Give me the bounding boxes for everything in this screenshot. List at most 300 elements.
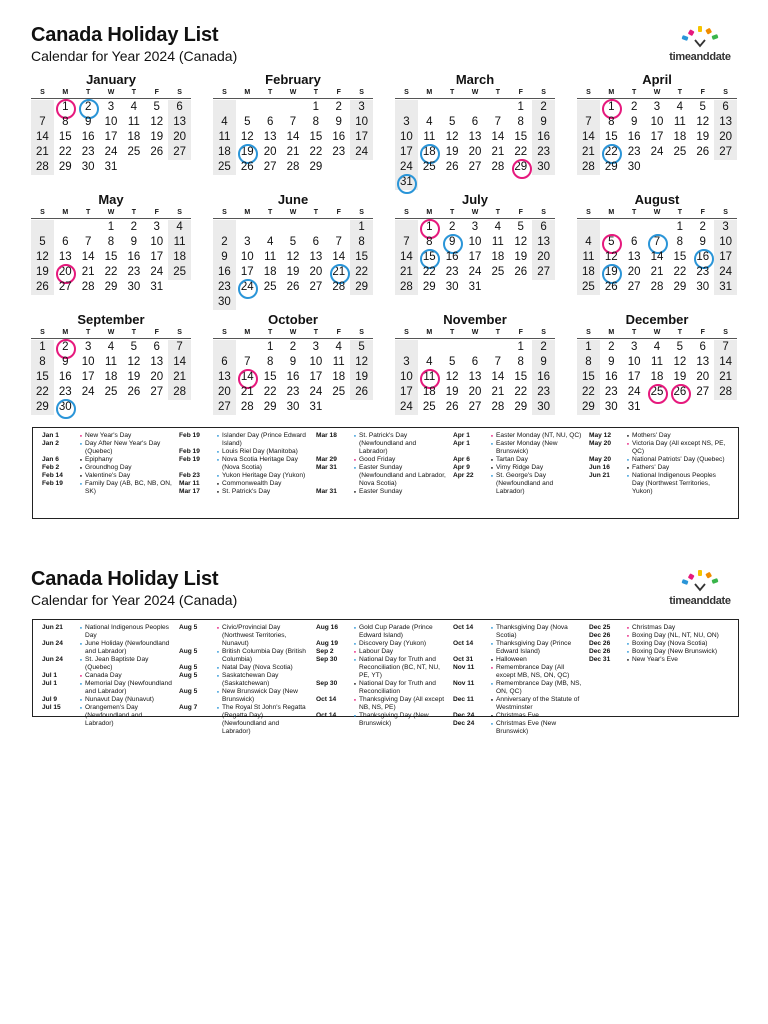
day-cell[interactable]: 8 — [312, 116, 320, 128]
day-cell[interactable]: 10 — [395, 370, 418, 385]
day-cell[interactable]: 15 — [673, 251, 687, 263]
day-cell[interactable]: 9 — [699, 236, 706, 248]
day-cell[interactable]: 11 — [127, 116, 140, 128]
day-cell[interactable]: 15 — [309, 131, 323, 143]
day-cell[interactable]: 29 — [577, 400, 600, 415]
day-cell[interactable]: 22 — [58, 146, 72, 158]
day-cell[interactable]: 12 — [604, 251, 618, 263]
day-cell[interactable]: 4 — [426, 116, 433, 128]
day-cell[interactable]: 10 — [468, 236, 482, 248]
day-cell[interactable]: 17 — [395, 385, 418, 400]
day-cell[interactable]: 7 — [84, 236, 92, 248]
day-cell[interactable]: 5 — [31, 235, 54, 250]
day-cell[interactable]: 13 — [468, 131, 482, 143]
day-cell[interactable]: 2 — [54, 340, 77, 355]
day-cell[interactable]: 28 — [395, 280, 418, 295]
day-cell[interactable]: 14 — [31, 130, 54, 145]
day-cell[interactable]: 10 — [650, 116, 664, 128]
day-cell[interactable]: 7 — [244, 356, 251, 368]
day-cell[interactable]: 3 — [395, 115, 418, 130]
day-cell[interactable]: 27 — [150, 386, 164, 398]
day-cell[interactable]: 7 — [646, 235, 669, 250]
day-cell[interactable]: 6 — [153, 341, 160, 353]
day-cell[interactable]: 22 — [673, 266, 687, 278]
day-cell[interactable]: 10 — [240, 251, 254, 263]
day-cell[interactable]: 27 — [263, 161, 277, 173]
timeanddate-logo-2[interactable] — [668, 570, 732, 610]
day-cell[interactable]: 17 — [395, 145, 418, 160]
day-cell[interactable]: 31 — [395, 175, 418, 190]
day-cell[interactable]: 23 — [81, 146, 95, 158]
day-cell[interactable]: 11 — [577, 250, 600, 265]
day-cell[interactable]: 26 — [240, 161, 254, 173]
day-cell[interactable]: 22 — [263, 386, 277, 398]
day-cell[interactable]: 30 — [532, 400, 555, 415]
day-cell[interactable]: 2 — [630, 101, 638, 113]
day-cell[interactable]: 19 — [696, 131, 710, 143]
day-cell[interactable]: 12 — [514, 236, 528, 248]
day-cell[interactable]: 27 — [714, 145, 737, 160]
day-cell[interactable]: 23 — [604, 386, 618, 398]
day-cell[interactable]: 3 — [653, 101, 661, 113]
day-cell[interactable]: 20 — [468, 386, 482, 398]
day-cell[interactable]: 16 — [532, 130, 555, 145]
day-cell[interactable]: 16 — [604, 371, 618, 383]
day-cell[interactable]: 5 — [244, 116, 251, 128]
day-cell[interactable]: 22 — [514, 146, 528, 158]
day-cell[interactable]: 20 — [714, 130, 737, 145]
day-cell[interactable]: 19 — [350, 370, 373, 385]
day-cell[interactable]: 16 — [127, 251, 141, 263]
day-cell[interactable]: 27 — [468, 161, 482, 173]
day-cell[interactable]: 14 — [168, 355, 191, 370]
day-cell[interactable]: 6 — [213, 355, 236, 370]
day-cell[interactable]: 27 — [168, 145, 191, 160]
day-cell[interactable]: 4 — [426, 356, 433, 368]
day-cell[interactable]: 3 — [630, 341, 638, 353]
day-cell[interactable]: 7 — [494, 116, 502, 128]
day-cell[interactable]: 14 — [332, 251, 346, 263]
day-cell[interactable]: 28 — [332, 281, 346, 293]
day-cell[interactable]: 28 — [491, 161, 505, 173]
day-cell[interactable]: 7 — [395, 235, 418, 250]
day-cell[interactable]: 29 — [350, 280, 373, 295]
day-cell[interactable]: 22 — [350, 265, 373, 280]
day-cell[interactable]: 21 — [650, 266, 664, 278]
day-cell[interactable]: 4 — [266, 236, 274, 248]
day-cell[interactable]: 21 — [286, 146, 300, 158]
day-cell[interactable]: 18 — [213, 145, 236, 160]
day-cell[interactable]: 25 — [127, 146, 141, 158]
day-cell[interactable]: 26 — [350, 385, 373, 400]
day-cell[interactable]: 28 — [577, 160, 600, 175]
day-cell[interactable]: 8 — [676, 236, 684, 248]
day-cell[interactable]: 31 — [714, 280, 737, 295]
day-cell[interactable]: 21 — [81, 266, 95, 278]
day-cell[interactable]: 11 — [168, 235, 191, 250]
day-cell[interactable]: 1 — [107, 221, 115, 233]
day-cell[interactable]: 14 — [81, 251, 95, 263]
day-cell[interactable]: 26 — [604, 281, 618, 293]
day-cell[interactable]: 1 — [676, 221, 684, 233]
day-cell[interactable]: 13 — [263, 131, 277, 143]
day-cell[interactable]: 24 — [236, 280, 259, 295]
day-cell[interactable]: 5 — [448, 356, 456, 368]
day-cell[interactable]: 12 — [673, 356, 687, 368]
day-cell[interactable]: 18 — [650, 371, 664, 383]
day-cell[interactable]: 4 — [653, 341, 661, 353]
day-cell[interactable]: 5 — [153, 101, 160, 113]
day-cell[interactable]: 17 — [150, 251, 164, 263]
day-cell[interactable]: 20 — [168, 130, 191, 145]
day-cell[interactable]: 1 — [31, 340, 54, 355]
day-cell[interactable]: 1 — [54, 100, 77, 115]
day-cell[interactable]: 25 — [168, 265, 191, 280]
day-cell[interactable]: 28 — [491, 401, 505, 413]
day-cell[interactable]: 18 — [418, 145, 441, 160]
day-cell[interactable]: 15 — [58, 131, 72, 143]
day-cell[interactable]: 14 — [491, 371, 505, 383]
day-cell[interactable]: 8 — [426, 236, 433, 248]
day-cell[interactable]: 15 — [104, 251, 118, 263]
day-cell[interactable]: 6 — [630, 236, 638, 248]
day-cell[interactable]: 18 — [577, 265, 600, 280]
day-cell[interactable]: 12 — [445, 371, 459, 383]
day-cell[interactable]: 23 — [286, 386, 300, 398]
day-cell[interactable]: 1 — [312, 101, 320, 113]
day-cell[interactable]: 28 — [286, 161, 300, 173]
day-cell[interactable]: 17 — [650, 131, 664, 143]
day-cell[interactable]: 23 — [696, 266, 710, 278]
day-cell[interactable]: 31 — [627, 401, 641, 413]
day-cell[interactable]: 13 — [696, 356, 710, 368]
day-cell[interactable]: 1 — [517, 101, 524, 113]
day-cell[interactable]: 14 — [714, 355, 737, 370]
day-cell[interactable]: 29 — [31, 400, 54, 415]
day-cell[interactable]: 30 — [286, 401, 300, 413]
day-cell[interactable]: 7 — [714, 340, 737, 355]
day-cell[interactable]: 8 — [577, 355, 600, 370]
day-cell[interactable]: 21 — [240, 386, 254, 398]
day-cell[interactable]: 31 — [468, 281, 482, 293]
day-cell[interactable]: 3 — [471, 221, 479, 233]
day-cell[interactable]: 13 — [714, 115, 737, 130]
day-cell[interactable]: 16 — [445, 251, 459, 263]
day-cell[interactable]: 19 — [514, 251, 528, 263]
day-cell[interactable]: 12 — [150, 116, 164, 128]
day-cell[interactable]: 29 — [104, 281, 118, 293]
day-cell[interactable]: 30 — [213, 295, 236, 310]
day-cell[interactable]: 15 — [418, 250, 441, 265]
day-cell[interactable]: 11 — [423, 131, 436, 143]
day-cell[interactable]: 4 — [107, 341, 115, 353]
day-cell[interactable]: 24 — [395, 400, 418, 415]
day-cell[interactable]: 17 — [350, 130, 373, 145]
day-cell[interactable]: 2 — [335, 101, 342, 113]
day-cell[interactable]: 16 — [58, 371, 72, 383]
day-cell[interactable]: 26 — [150, 146, 164, 158]
day-cell[interactable]: 21 — [327, 265, 350, 280]
day-cell[interactable]: 27 — [309, 281, 323, 293]
day-cell[interactable]: 19 — [445, 146, 459, 158]
day-cell[interactable]: 2 — [448, 221, 456, 233]
day-cell[interactable]: 2 — [532, 340, 555, 355]
day-cell[interactable]: 24 — [395, 160, 418, 175]
day-cell[interactable]: 8 — [31, 355, 54, 370]
day-cell[interactable]: 8 — [107, 236, 115, 248]
day-cell[interactable]: 2 — [289, 341, 297, 353]
day-cell[interactable]: 30 — [627, 161, 641, 173]
day-cell[interactable]: 2 — [213, 235, 236, 250]
day-cell[interactable]: 15 — [514, 131, 528, 143]
day-cell[interactable]: 24 — [714, 265, 737, 280]
day-cell[interactable]: 16 — [332, 131, 346, 143]
day-cell[interactable]: 12 — [127, 356, 141, 368]
day-cell[interactable]: 26 — [127, 386, 141, 398]
day-cell[interactable]: 1 — [517, 341, 524, 353]
day-cell[interactable]: 19 — [286, 266, 300, 278]
day-cell[interactable]: 28 — [650, 281, 664, 293]
day-cell[interactable]: 6 — [471, 116, 479, 128]
day-cell[interactable]: 8 — [350, 235, 373, 250]
day-cell[interactable]: 13 — [309, 251, 323, 263]
day-cell[interactable]: 13 — [213, 370, 236, 385]
day-cell[interactable]: 6 — [471, 356, 479, 368]
day-cell[interactable]: 29 — [58, 161, 72, 173]
day-cell[interactable]: 19 — [31, 265, 54, 280]
day-cell[interactable]: 18 — [127, 131, 141, 143]
day-cell[interactable]: 23 — [213, 280, 236, 295]
day-cell[interactable]: 30 — [81, 161, 95, 173]
day-cell[interactable]: 29 — [514, 401, 528, 413]
day-cell[interactable]: 17 — [81, 371, 95, 383]
day-cell[interactable]: 22 — [422, 266, 436, 278]
day-cell[interactable]: 5 — [699, 101, 706, 113]
day-cell[interactable]: 20 — [627, 266, 641, 278]
day-cell[interactable]: 28 — [714, 385, 737, 400]
day-cell[interactable]: 9 — [130, 236, 138, 248]
day-cell[interactable]: 25 — [646, 385, 669, 400]
day-cell[interactable]: 22 — [31, 385, 54, 400]
day-cell[interactable]: 17 — [627, 371, 641, 383]
day-cell[interactable]: 26 — [31, 280, 54, 295]
day-cell[interactable]: 16 — [532, 370, 555, 385]
day-cell[interactable]: 20 — [263, 146, 277, 158]
day-cell[interactable]: 25 — [422, 401, 436, 413]
day-cell[interactable]: 24 — [309, 386, 323, 398]
day-cell[interactable]: 2 — [130, 221, 138, 233]
day-cell[interactable]: 3 — [395, 355, 418, 370]
day-cell[interactable]: 4 — [577, 235, 600, 250]
day-cell[interactable]: 27 — [213, 400, 236, 415]
day-cell[interactable]: 12 — [350, 355, 373, 370]
day-cell[interactable]: 26 — [445, 401, 459, 413]
day-cell[interactable]: 14 — [236, 370, 259, 385]
day-cell[interactable]: 3 — [350, 100, 373, 115]
day-cell[interactable]: 7 — [31, 115, 54, 130]
day-cell[interactable]: 7 — [289, 116, 297, 128]
day-cell[interactable]: 13 — [150, 356, 164, 368]
day-cell[interactable]: 11 — [332, 356, 345, 368]
day-cell[interactable]: 24 — [627, 386, 641, 398]
day-cell[interactable]: 2 — [532, 100, 555, 115]
timeanddate-logo[interactable] — [668, 26, 732, 66]
day-cell[interactable]: 20 — [213, 385, 236, 400]
day-cell[interactable]: 9 — [335, 116, 342, 128]
day-cell[interactable]: 31 — [104, 161, 118, 173]
day-cell[interactable]: 18 — [263, 266, 277, 278]
day-cell[interactable]: 24 — [150, 266, 164, 278]
day-cell[interactable]: 11 — [651, 356, 663, 368]
day-cell[interactable]: 15 — [604, 131, 618, 143]
day-cell[interactable]: 27 — [627, 281, 641, 293]
day-cell[interactable]: 17 — [309, 371, 323, 383]
day-cell[interactable]: 1 — [350, 220, 373, 235]
day-cell[interactable]: 16 — [81, 131, 95, 143]
day-cell[interactable]: 7 — [494, 356, 502, 368]
day-cell[interactable]: 10 — [714, 235, 737, 250]
day-cell[interactable]: 8 — [517, 116, 524, 128]
day-cell[interactable]: 5 — [289, 236, 297, 248]
day-cell[interactable]: 25 — [577, 280, 600, 295]
day-cell[interactable]: 20 — [309, 266, 323, 278]
day-cell[interactable]: 4 — [130, 101, 138, 113]
day-cell[interactable]: 17 — [468, 251, 482, 263]
day-cell[interactable]: 17 — [104, 131, 118, 143]
day-cell[interactable]: 4 — [168, 220, 191, 235]
day-cell[interactable]: 19 — [236, 145, 259, 160]
day-cell[interactable]: 28 — [81, 281, 95, 293]
day-cell[interactable]: 29 — [604, 161, 618, 173]
day-cell[interactable]: 6 — [312, 236, 320, 248]
day-cell[interactable]: 3 — [153, 221, 160, 233]
day-cell[interactable]: 1 — [600, 100, 623, 115]
day-cell[interactable]: 30 — [445, 281, 459, 293]
day-cell[interactable]: 29 — [263, 401, 277, 413]
day-cell[interactable]: 23 — [627, 146, 641, 158]
day-cell[interactable]: 5 — [448, 116, 456, 128]
day-cell[interactable]: 17 — [714, 250, 737, 265]
day-cell[interactable]: 2 — [77, 100, 100, 115]
day-cell[interactable]: 27 — [696, 386, 710, 398]
day-cell[interactable]: 25 — [673, 146, 687, 158]
day-cell[interactable]: 6 — [714, 100, 737, 115]
day-cell[interactable]: 19 — [600, 265, 623, 280]
day-cell[interactable]: 19 — [445, 386, 459, 398]
day-cell[interactable]: 18 — [104, 371, 118, 383]
day-cell[interactable]: 3 — [107, 101, 115, 113]
day-cell[interactable]: 15 — [514, 371, 528, 383]
day-cell[interactable]: 24 — [104, 146, 118, 158]
day-cell[interactable]: 1 — [266, 341, 274, 353]
day-cell[interactable]: 24 — [350, 145, 373, 160]
day-cell[interactable]: 26 — [668, 385, 691, 400]
day-cell[interactable]: 10 — [81, 356, 95, 368]
day-cell[interactable]: 5 — [130, 341, 138, 353]
day-cell[interactable]: 5 — [517, 221, 524, 233]
day-cell[interactable]: 29 — [309, 161, 323, 173]
day-cell[interactable]: 13 — [627, 251, 641, 263]
day-cell[interactable]: 26 — [445, 161, 459, 173]
day-cell[interactable]: 16 — [691, 250, 714, 265]
day-cell[interactable]: 21 — [31, 145, 54, 160]
day-cell[interactable]: 23 — [532, 145, 555, 160]
day-cell[interactable]: 14 — [577, 130, 600, 145]
day-cell[interactable]: 20 — [696, 371, 710, 383]
day-cell[interactable]: 28 — [240, 401, 254, 413]
day-cell[interactable]: 10 — [350, 115, 373, 130]
day-cell[interactable]: 26 — [696, 146, 710, 158]
day-cell[interactable]: 25 — [263, 281, 277, 293]
day-cell[interactable]: 22 — [309, 146, 323, 158]
day-cell[interactable]: 5 — [676, 341, 684, 353]
day-cell[interactable]: 9 — [630, 116, 638, 128]
day-cell[interactable]: 8 — [608, 116, 615, 128]
day-cell[interactable]: 21 — [491, 386, 505, 398]
day-cell[interactable]: 9 — [84, 116, 92, 128]
day-cell[interactable]: 12 — [31, 250, 54, 265]
day-cell[interactable]: 22 — [577, 385, 600, 400]
day-cell[interactable]: 7 — [168, 340, 191, 355]
day-cell[interactable]: 9 — [213, 250, 236, 265]
day-cell[interactable]: 25 — [104, 386, 118, 398]
day-cell[interactable]: 1 — [418, 220, 441, 235]
day-cell[interactable]: 12 — [286, 251, 300, 263]
day-cell[interactable]: 14 — [650, 251, 664, 263]
day-cell[interactable]: 19 — [150, 131, 164, 143]
day-cell[interactable]: 10 — [395, 130, 418, 145]
day-cell[interactable]: 11 — [418, 370, 441, 385]
day-cell[interactable]: 6 — [168, 100, 191, 115]
day-cell[interactable]: 8 — [517, 356, 524, 368]
day-cell[interactable]: 29 — [422, 281, 436, 293]
day-cell[interactable]: 9 — [608, 356, 615, 368]
day-cell[interactable]: 19 — [673, 371, 687, 383]
day-cell[interactable]: 14 — [286, 131, 300, 143]
day-cell[interactable]: 2 — [608, 341, 615, 353]
day-cell[interactable]: 30 — [54, 400, 77, 415]
day-cell[interactable]: 20 — [468, 146, 482, 158]
day-cell[interactable]: 24 — [650, 146, 664, 158]
day-cell[interactable]: 8 — [62, 116, 69, 128]
day-cell[interactable]: 10 — [150, 236, 164, 248]
day-cell[interactable]: 1 — [577, 340, 600, 355]
day-cell[interactable]: 29 — [673, 281, 687, 293]
day-cell[interactable]: 5 — [350, 340, 373, 355]
day-cell[interactable]: 30 — [604, 401, 618, 413]
day-cell[interactable]: 22 — [514, 386, 528, 398]
day-cell[interactable]: 30 — [127, 281, 141, 293]
day-cell[interactable]: 26 — [286, 281, 300, 293]
day-cell[interactable]: 23 — [532, 385, 555, 400]
day-cell[interactable]: 22 — [600, 145, 623, 160]
day-cell[interactable]: 26 — [514, 266, 528, 278]
day-cell[interactable]: 12 — [240, 131, 254, 143]
day-cell[interactable]: 3 — [714, 220, 737, 235]
day-cell[interactable]: 7 — [335, 236, 342, 248]
day-cell[interactable]: 2 — [699, 221, 706, 233]
day-cell[interactable]: 17 — [240, 266, 254, 278]
day-cell[interactable]: 13 — [58, 251, 72, 263]
day-cell[interactable]: 4 — [335, 341, 342, 353]
day-cell[interactable]: 30 — [696, 281, 710, 293]
day-cell[interactable]: 15 — [31, 370, 54, 385]
day-cell[interactable]: 15 — [350, 250, 373, 265]
day-cell[interactable]: 23 — [332, 146, 346, 158]
day-cell[interactable]: 18 — [491, 251, 505, 263]
day-cell[interactable]: 11 — [264, 251, 277, 263]
day-cell[interactable]: 15 — [577, 370, 600, 385]
